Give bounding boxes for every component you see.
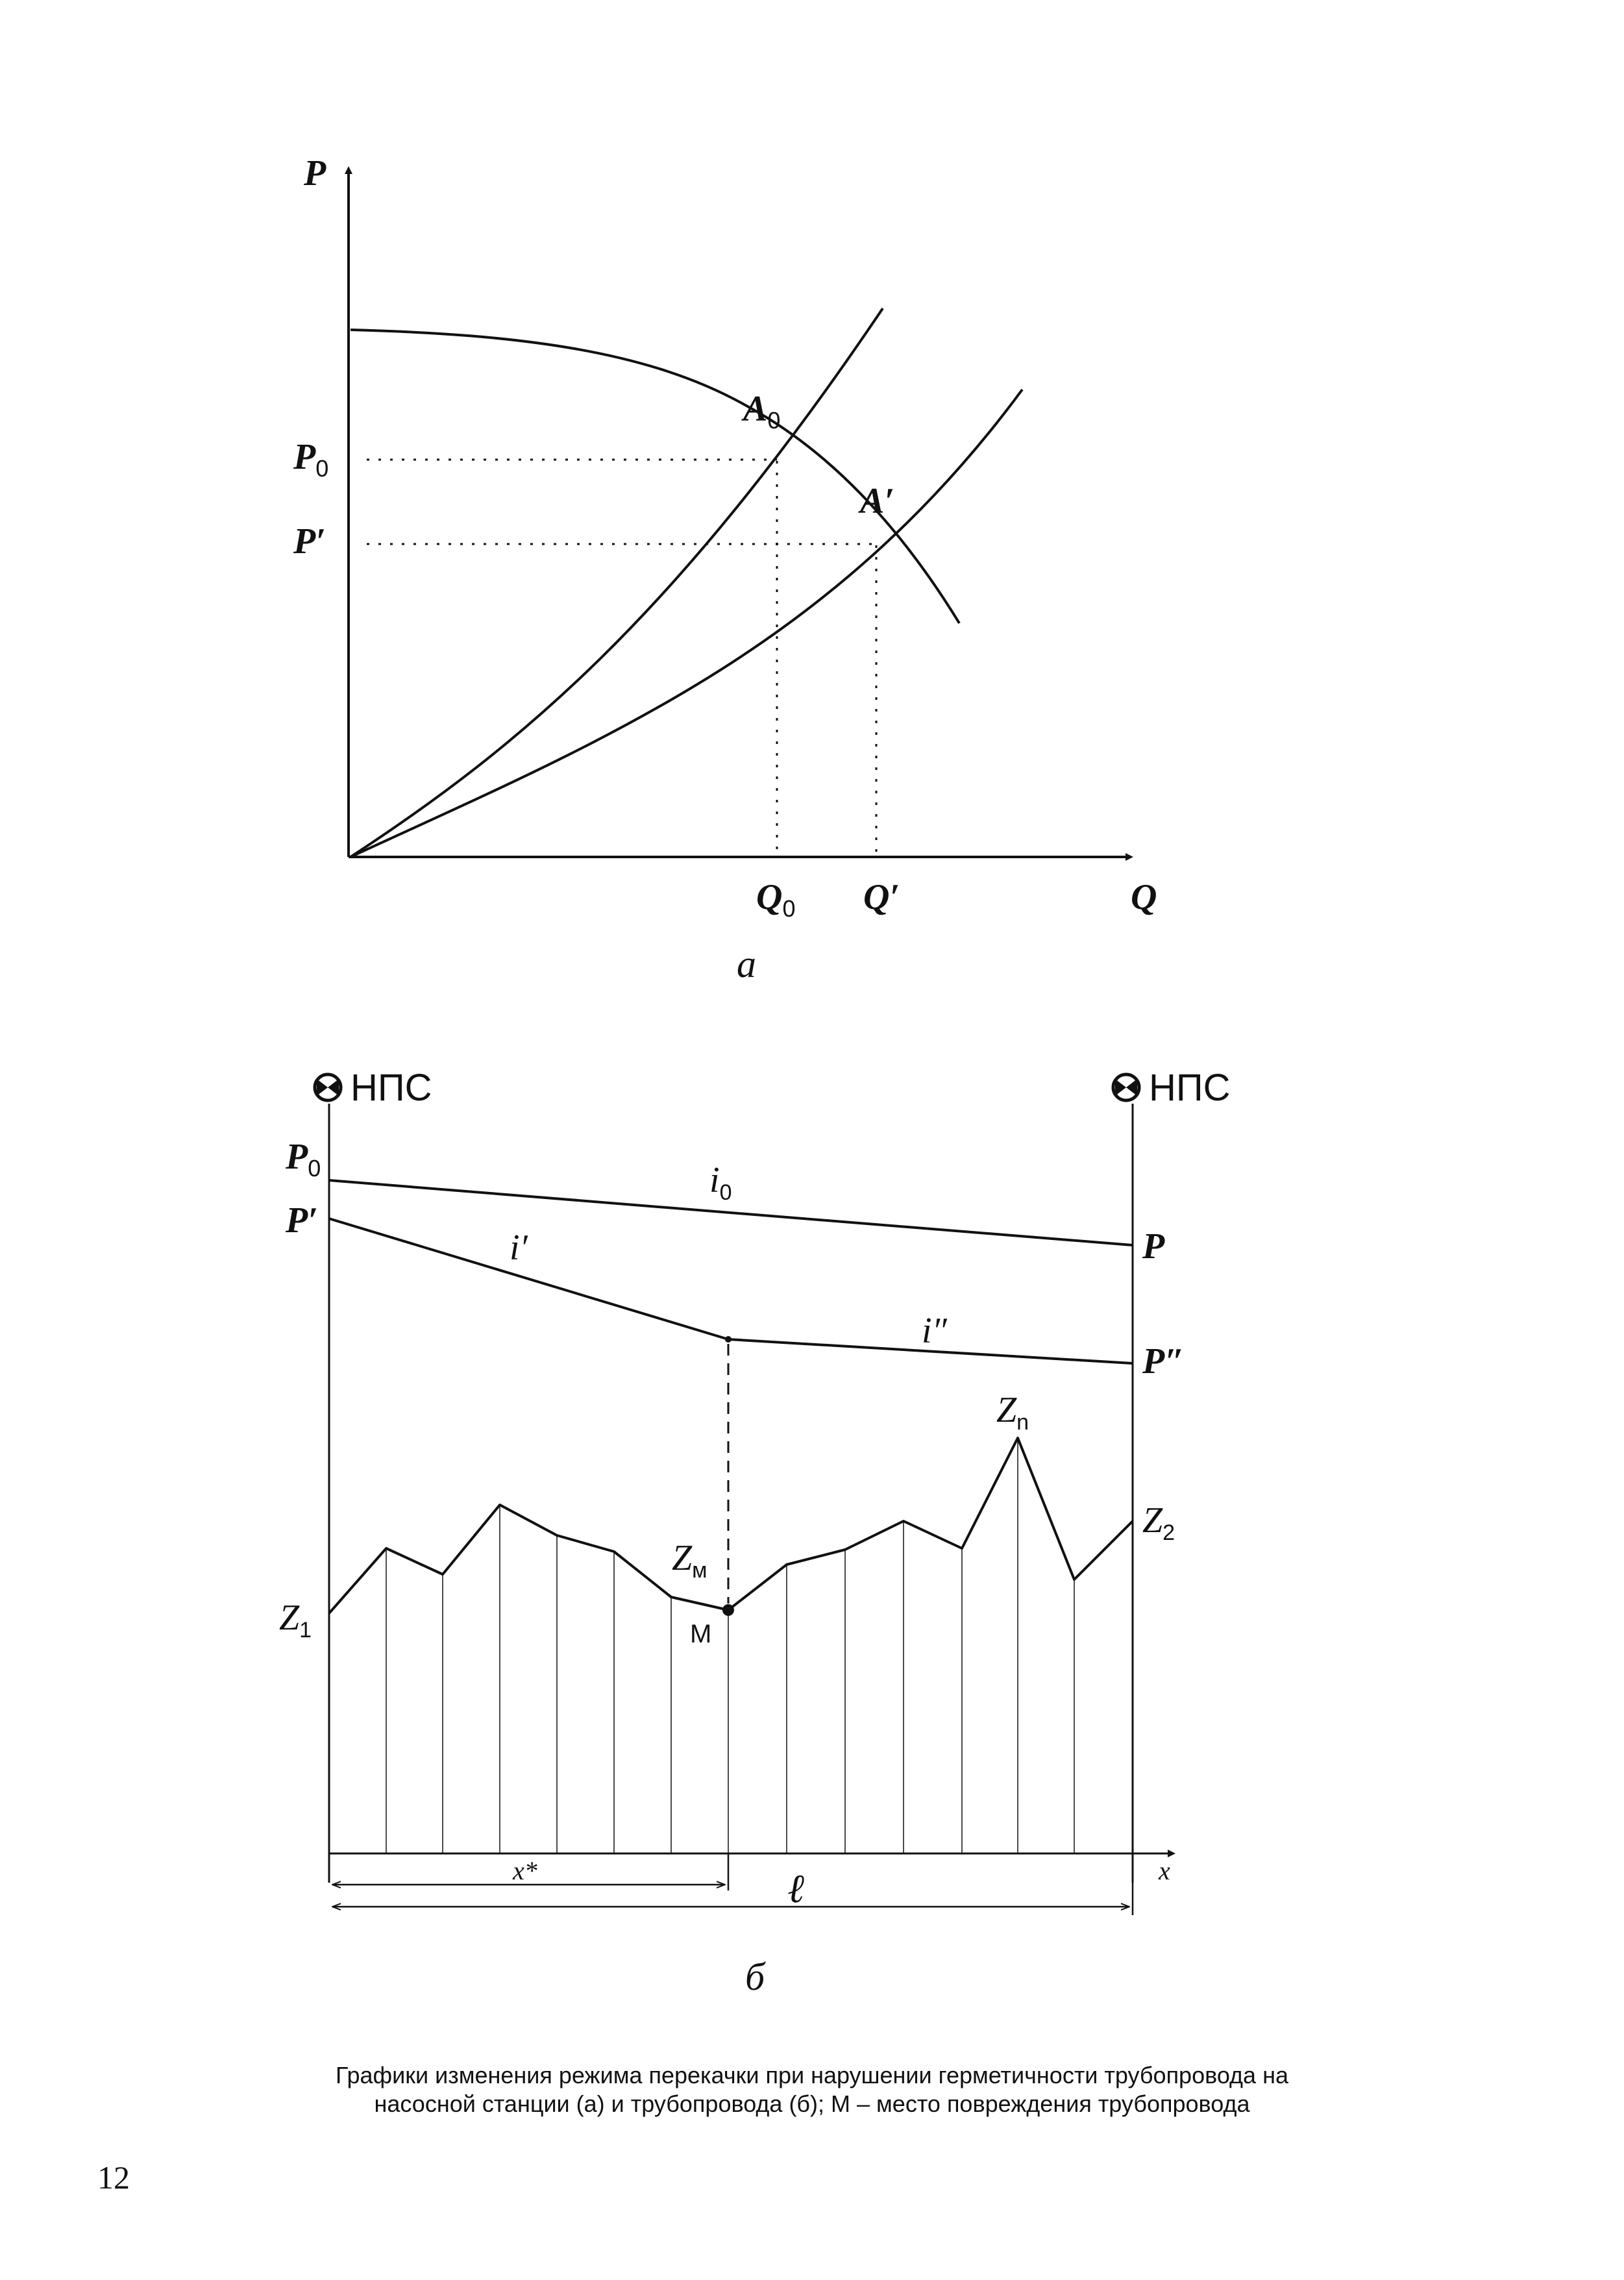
station-left-label: НПС	[351, 1067, 432, 1109]
x-star-label: x*	[513, 1856, 537, 1885]
z2-label: $Z_2$	[1142, 1500, 1175, 1545]
page-number: 12	[97, 2159, 130, 2196]
p1-label-b: P′	[286, 1200, 318, 1241]
a0-point-label: $A_0$	[743, 389, 781, 434]
m-point-label: М	[690, 1620, 712, 1648]
caption-line-2: насосной станции (а) и трубопровода (б); М – место повреждения трубопровода	[374, 2090, 1250, 2117]
terrain-profile	[329, 1438, 1133, 1613]
pump-station-left-icon	[315, 1074, 341, 1100]
p1-label: P′	[293, 521, 326, 562]
figure-a-pump-pipeline-diagram	[0, 0, 1624, 1013]
leak-point-marker	[722, 1604, 734, 1616]
p0-label: $P_0$	[293, 437, 329, 482]
zm-label: $Z_м$	[672, 1538, 707, 1583]
p-label-b: P	[1142, 1226, 1165, 1267]
p0-label-b: $P_0$	[286, 1137, 321, 1182]
station-right-label: НПС	[1149, 1067, 1231, 1109]
p2-label-b: P″	[1142, 1341, 1185, 1382]
zn-label: $Z_n$	[996, 1390, 1029, 1435]
figure-b-pipeline-profile	[0, 1013, 1624, 2026]
i2-label: i″	[922, 1311, 947, 1351]
figure-caption	[0, 2061, 1624, 2118]
terrain-hatching	[386, 1438, 1074, 1853]
caption-line-1: Графики изменения режима перекачки при нарушении герметичности трубопровода на	[336, 2062, 1288, 2088]
i1-label: i′	[510, 1228, 528, 1268]
pump-characteristic-curve	[351, 330, 959, 623]
q0-label: $Q_0$	[756, 877, 796, 922]
panel-label-a: а	[737, 943, 756, 985]
q-axis-label: Q	[1131, 877, 1157, 917]
gradient-line-i1	[329, 1219, 728, 1339]
p-axis-label: P	[304, 153, 326, 193]
a1-point-label: A′	[860, 481, 895, 521]
z1-label: $Z_1$	[279, 1598, 312, 1642]
x-axis-label: x	[1159, 1856, 1170, 1885]
pump-station-right-icon	[1113, 1074, 1139, 1100]
panel-label-b: б	[745, 1955, 765, 1998]
q1-label: Q′	[863, 877, 900, 917]
i0-label: $i_0$	[709, 1160, 732, 1205]
l-label: ℓ	[787, 1867, 804, 1911]
gradient-break-point	[725, 1336, 732, 1343]
pipeline-characteristic-initial	[351, 308, 883, 857]
